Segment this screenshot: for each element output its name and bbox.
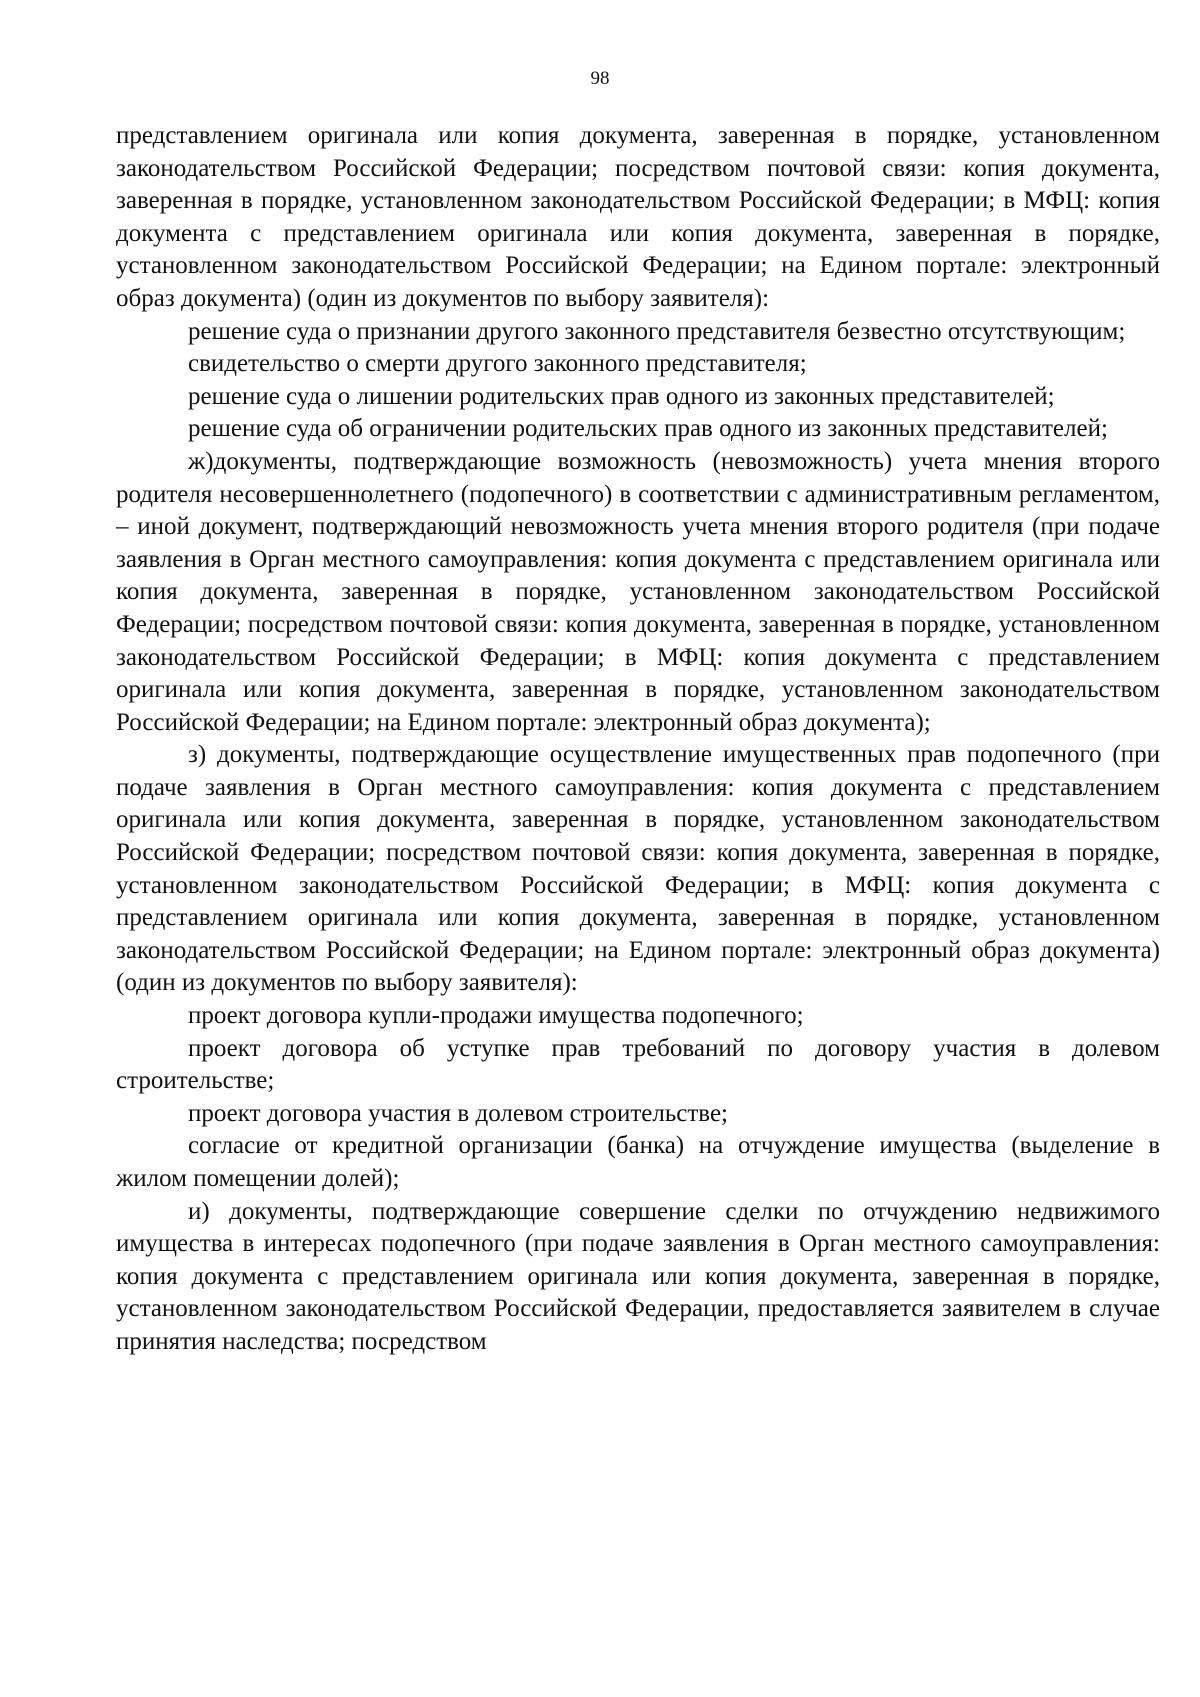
document-body [116, 120, 1160, 1359]
list-item-sale-contract: проект договора купли-продажи имущества подопечного; [188, 1002, 804, 1030]
list-item-death-certificate: свидетельство о смерти другого законного представителя; [188, 350, 807, 378]
list-item-deprivation-rights: решение суда о лишении родительских прав одного из законных представителей; [188, 382, 1055, 410]
paragraph-continuation: представлением оригинала или копия документа, заверенная в порядке, установленном законодательством Российской Федерации; посредством почтовой связи: копия документа, заверенная в порядке, установленном законодательством Российской Федерации; в МФЦ: копия документа с представлением оригинала или копия документа, заверенная в порядке, установленном законодательством Российской Федерации; на Едином портале: электронный образ документа) (один из документов по выбору заявителя): [116, 122, 1160, 312]
paragraph-item-z: з) документы, подтверждающие осуществление имущественных прав подопечного (при подаче заявления в Орган местного самоуправления: копия документа с представлением оригинала или копия документа, заверенная в порядке, установленном законодательством Российской Федерации; посредством почтовой связи: копия документа, заверенная в порядке, установленном законодательством Российской Федерации; в МФЦ: копия документа с представлением оригинала или копия документа, заверенная в порядке, установленном законодательством Российской Федерации; на Едином портале: электронный образ документа) (один из документов по выбору заявителя): [116, 741, 1160, 997]
list-item-shared-construction-contract: проект договора участия в долевом строительстве; [188, 1099, 728, 1127]
paragraph-item-zh: ж)документы, подтверждающие возможность (невозможность) учета мнения второго родителя несовершеннолетнего (подопечного) в соответствии с административным регламентом, – иной документ, подтверждающий невозможность учета мнения второго родителя (при подаче заявления в Орган местного самоуправления: копия документа с представлением оригинала или копия документа, заверенная в порядке, установленном законодательством Российской Федерации; посредством почтовой связи: копия документа, заверенная в порядке, установленном законодательством Российской Федерации; в МФЦ: копия документа с представлением оригинала или копия документа, заверенная в порядке, установленном законодательством Российской Федерации; на Едином портале: электронный образ документа); [116, 447, 1160, 736]
list-item-assignment-contract: проект договора об уступке прав требований по договору участия в долевом строительстве; [116, 1034, 1160, 1095]
list-item-court-decision-missing: решение суда о признании другого законного представителя безвестно отсутствующим; [188, 317, 1126, 345]
paragraph-item-i: и) документы, подтверждающие совершение сделки по отчуждению недвижимого имущества в интересах подопечного (при подаче заявления в Орган местного самоуправления: копия документа с представлением оригинала или копия документа, заверенная в порядке, установленном законодательством Российской Федерации, предоставляется заявителем в случае принятия наследства; посредством [116, 1197, 1160, 1355]
page-number: 98 [590, 68, 610, 89]
list-item-restriction-rights: решение суда об ограничении родительских прав одного из законных представителей; [188, 415, 1108, 443]
list-item-bank-consent: согласие от кредитной организации (банка) на отчуждение имущества (выделение в жилом помещении долей); [116, 1132, 1160, 1192]
